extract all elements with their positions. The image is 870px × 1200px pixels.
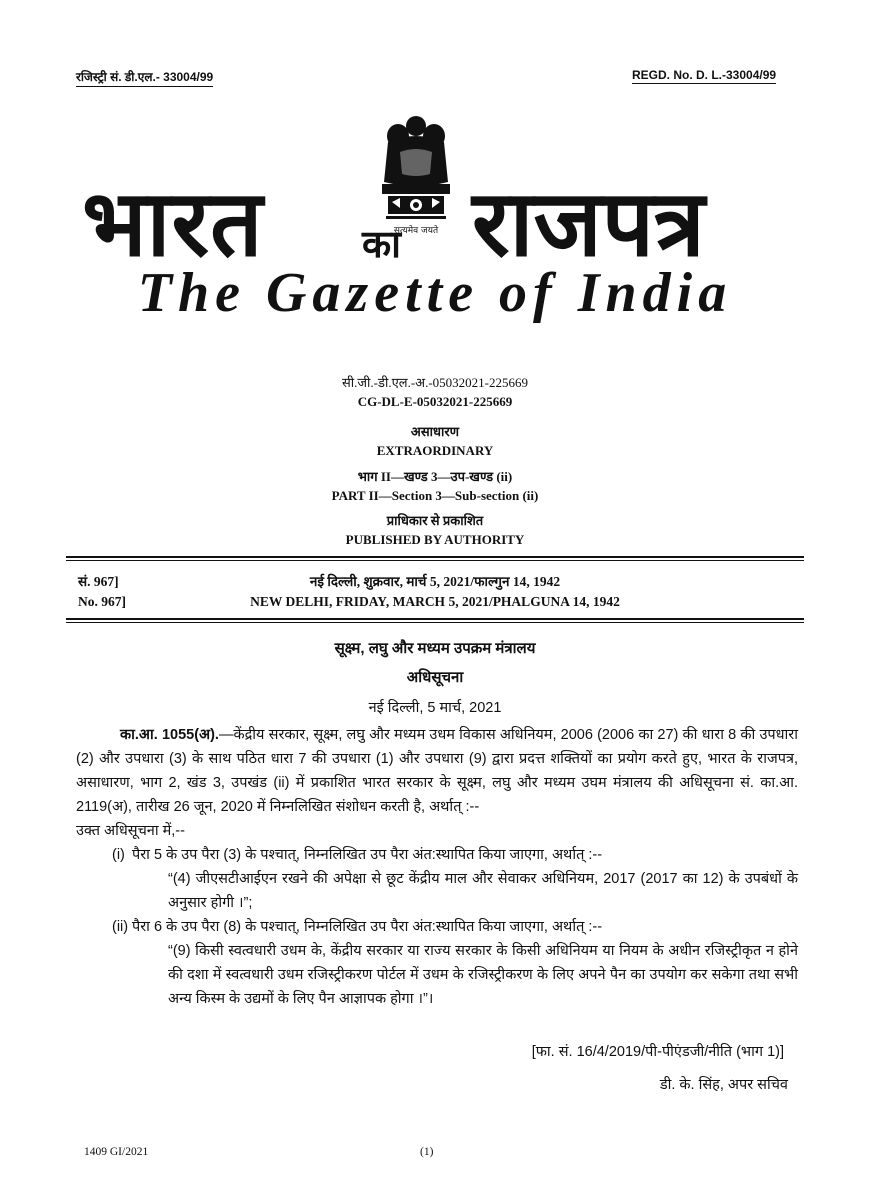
file-reference: [फा. सं. 16/4/2019/पी-पीएंडजी/नीति (भाग 1)] xyxy=(531,1044,784,1060)
masthead-hindi-ka: का xyxy=(362,224,402,266)
issue-date-english: NEW DELHI, FRIDAY, MARCH 5, 2021/PHALGUNA 14, 1942 xyxy=(250,594,620,609)
divider-bottom xyxy=(66,618,804,620)
masthead-hindi-bharat: भारत xyxy=(82,173,264,275)
notification-body xyxy=(76,723,798,1011)
main-text: —केंद्रीय सरकार, सूक्ष्म, लघु और मध्यम उधम विकास अधिनियम, 2006 (2006 का 27) की धारा 8 की उपधारा (2) और उपधारा (3) के साथ पठित धारा 7 की उपधारा (1) और उपधारा (9) द्वारा प्रदत्त शक्तियों का प्रयोग करते हुए, भारत के राजपत्र, असाधारण, भाग 2, खंड 3, उपखंड (ii) में प्रकाशित भारत सरकार के सूक्ष्म, लघु और मध्यम उघम मंत्रालय की अधिसूचना सं. का.आ. 2119(अ), तारीख 26 जून, 2020 में निम्नलिखित संशोधन करती है, अर्थात् :-- xyxy=(76,727,798,815)
ministry-name: सूक्ष्म, लघु और मध्यम उपक्रम मंत्रालय xyxy=(334,640,536,657)
cg-code-english: CG-DL-E-05032021-225669 xyxy=(357,394,513,409)
type-hindi: असाधारण xyxy=(410,424,460,439)
cg-code-hindi: सी.जी.-डी.एल.-अ.-05032021-225669 xyxy=(342,375,528,390)
signatory: डी. के. सिंह, अपर सचिव xyxy=(659,1077,788,1093)
amendment-instruction: पैरा 5 के उप पैरा (3) के पश्चात्, निम्नलिखित उप पैरा अंत:स्थापित किया जाएगा, अर्थात् :-- xyxy=(132,847,603,863)
type-english: EXTRAORDINARY xyxy=(376,443,494,458)
masthead-hindi-rajpatra: राजपत्र xyxy=(472,173,705,275)
amendment-quote: “(9) किसी स्वत्वधारी उधम के, केंद्रीय सरकार या राज्य सरकार के किसी अधिनियम या नियम के अधीन रजिस्ट्रीकृत न होने की दशा में स्वत्वधारी उधम रजिस्ट्रीकरण पोर्टल में उधम के रजिस्ट्रीकरण के लिए अपने पैन का उपयोग कर सकेगा तथा सभी अन्य किस्म के उद्यमों के लिए पैन आज्ञापक होगा ।”। xyxy=(168,943,798,1007)
divider-top xyxy=(66,556,804,558)
amendment-numeral: (i) xyxy=(112,847,125,863)
issue-date-hindi: नई दिल्ली, शुक्रवार, मार्च 5, 2021/फाल्गुन 14, 1942 xyxy=(309,574,561,589)
amendment-item xyxy=(76,915,798,939)
registration-number-english: REGD. No. D. L.-33004/99 xyxy=(632,68,777,82)
intro-line: उक्त अधिसूचना में,-- xyxy=(76,823,185,839)
amendment-instruction: पैरा 6 के उप पैरा (8) के पश्चात्, निम्नलिखित उप पैरा अंत:स्थापित किया जाएगा, अर्थात् :-- xyxy=(132,919,603,935)
amendment-quote: “(4) जीएसटीआईएन रखने की अपेक्षा से छूट केंद्रीय माल और सेवाकर अधिनियम, 2017 (2017 का 12) के उपबंधों के अनुसार होगी ।”; xyxy=(168,871,798,911)
notification-heading: अधिसूचना xyxy=(406,669,464,686)
issue-number-english: No. 967] xyxy=(78,594,126,609)
notification-place-date: नई दिल्ली, 5 मार्च, 2021 xyxy=(368,700,502,716)
authority-hindi: प्राधिकार से प्रकाशित xyxy=(386,513,484,528)
page-number: (1) xyxy=(420,1146,434,1158)
order-number: का.आ. 1055(अ). xyxy=(120,727,219,743)
footer-code: 1409 GI/2021 xyxy=(84,1146,149,1158)
registration-number-hindi: रजिस्ट्री सं. डी.एल.- 33004/99 xyxy=(76,68,213,87)
authority-english: PUBLISHED BY AUTHORITY xyxy=(345,532,525,547)
divider-bottom-thin xyxy=(66,622,804,623)
main-paragraph xyxy=(76,723,798,819)
masthead-english: The Gazette of India xyxy=(137,262,733,324)
amendment-item xyxy=(76,843,798,867)
divider-top-thin xyxy=(66,560,804,561)
national-emblem-icon xyxy=(370,112,462,237)
emblem-motto: सत्यमेव जयते xyxy=(393,226,439,236)
issue-block xyxy=(66,572,804,616)
part-english: PART II—Section 3—Sub-section (ii) xyxy=(331,488,539,503)
part-hindi: भाग II—खण्ड 3—उप-खण्ड (ii) xyxy=(357,469,513,484)
issue-number-hindi: सं. 967] xyxy=(78,574,119,589)
amendment-numeral: (ii) xyxy=(112,919,129,935)
